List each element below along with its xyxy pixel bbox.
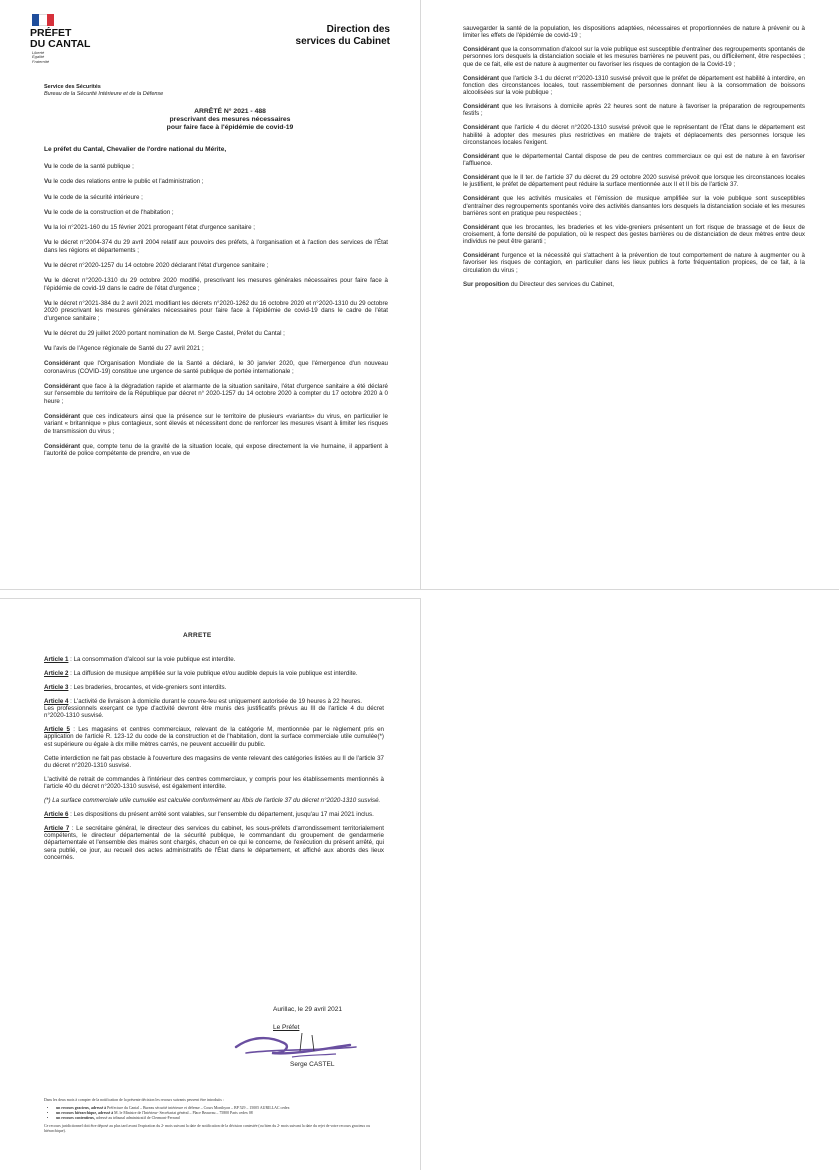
article-text: : L'activité de livraison à domicile durant le couvre-feu est uniquement autorisée de 19 heures à 22 heures. (68, 697, 362, 705)
article-6 (44, 811, 384, 818)
considerant-keyword: Considérant (44, 383, 81, 391)
visa-keyword: Vu (44, 277, 52, 285)
visa-text: le code de la sécurité intérieure ; (51, 193, 143, 201)
appeal-intro: Dans les deux mois à compter de la notification de la présente décision les recours suivants peuvent être introduits : (44, 1098, 224, 1102)
considerant-keyword: Considérant (463, 223, 500, 231)
visa-paragraph (44, 300, 388, 322)
appeal-address: Préfecture du Cantal – Bureau sécurité intérieure et défense – Cours Monthyon – BP 529 – 15005 AURILLAC cedex (106, 1106, 290, 1111)
signatory-name: Serge CASTEL (290, 1061, 335, 1068)
prefect-line: Le préfet du Cantal, Chevalier de l'ordre national du Mérite, (44, 146, 227, 153)
considerant-paragraph (463, 153, 805, 168)
prefecture-line-1: PRÉFET (30, 27, 72, 39)
considerant-keyword: Considérant (463, 252, 500, 260)
considerant-paragraph (463, 252, 805, 274)
considerant-text: que l'article 3-1 du décret n°2020-1310 susvisé prévoit que le préfet de département est habilité à interdire, en fonction des circonstances locales, tout rassemblement de personnes donnant lieu à la consommation de boissons alcoolisées sur la voie publique ; (463, 74, 805, 97)
arrete-subject-line-2: pour faire face à l'épidémie de covid-19 (166, 124, 294, 131)
visa-keyword: Vu (44, 224, 52, 232)
considerant-keyword: Considérant (463, 195, 500, 203)
visa-keyword: Vu (44, 299, 52, 307)
visa-keyword: Vu (44, 178, 52, 186)
considerant-keyword: Considérant (463, 152, 500, 160)
article-text: : Le secrétaire général, le directeur des services du cabinet, les sous-préfets d'arrondissement territorialement compétents, le directeur départemental de la sécurité publique, le commandant du groupement de gendarmerie départementale et l'ensemble des maires sont chargés, chacun en ce qui le concerne, de l'exécution du présent arrêté, qui sera publié, ce jour, au recueil des actes administratifs de l'État dans le département, et affiché aux abords des lieux concernés. (44, 824, 385, 861)
article-text: L'activité de retrait de commandes à l'intérieur des centres commerciaux, y compris pour les établissements mentionnés à l'article 40 du décret n°2020-1310 susvisé, est également interdite. (44, 775, 384, 791)
visa-text: le décret n°2021-384 du 2 avril 2021 modifiant les décrets n°2020-1262 du 16 octobre 2020 et n°2020-1310 du 29 octobre 2020 prescrivant les mesures générales nécessaires pour faire face à l'épidémie de covid-19 dans le cadre de l'état d'urgence sanitaire ; (44, 299, 388, 322)
visa-text: l'avis de l'Agence régionale de Santé du 27 avril 2021 ; (51, 345, 204, 353)
article-1 (44, 656, 384, 663)
article-text: Cette interdiction ne fait pas obstacle à l'ouverture des magasins de vente relevant des catégories listées au II de l'article 37 du décret n°2020-1310 susvisé. (44, 754, 384, 769)
article-label: Article 6 (44, 810, 69, 818)
considerant-keyword: Considérant (463, 103, 500, 111)
article-4 (44, 698, 384, 720)
flag-blue-band (32, 14, 39, 26)
arrete-title: ARRETE (183, 632, 212, 639)
considerant-keyword: Considérant (44, 412, 81, 420)
considerant-text: que la consommation d'alcool sur la voie publique est susceptible d'entraîner des regroupements spontanés de personnes lors desquels la distanciation sociale et les mesures barrières ne peuvent pas, ou difficilement, être respectées ; que de ce fait, elle est de nature à augmenter ou favoriser les risques de contagion de la Covid-19 ; (463, 46, 805, 68)
visa-paragraph (44, 239, 388, 254)
appeal-type: un recours gracieux, adressé à (56, 1106, 107, 1111)
visa-paragraph (44, 194, 388, 201)
considerant-paragraph (463, 75, 805, 97)
considerant-paragraph (44, 413, 388, 435)
considerant-text: que les activités musicales et l'émission de musique amplifiée sur la voie publique sont susceptibles d'entraîner des regroupements spontanés voire des activités dansantes lors desquels la distanciation sociale et les mesures barrières sont en pratique peu respectées ; (463, 195, 805, 217)
appeal-address: adressé au tribunal administratif de Clermont-Ferrand (94, 1116, 180, 1121)
motto-fraternite: Fraternité (32, 58, 50, 64)
visa-paragraph (44, 178, 388, 185)
visa-paragraph (44, 163, 388, 170)
surface-footnote: (*) La surface commerciale utile cumulée est calculée conformément au IIbis de l'article 37 du décret n°2020-1310 susvisé. (44, 797, 381, 805)
visa-paragraph (44, 345, 388, 352)
appeal-type: un recours hiérarchique, adressé à (56, 1111, 114, 1116)
french-flag-logo (32, 14, 54, 26)
article-label: Article 3 (44, 683, 69, 691)
considerant-text: que le départemental Cantal dispose de peu de centres commerciaux ce qui est de nature à en favoriser l'affluence. (463, 152, 805, 168)
article-label: Article 7 (44, 824, 70, 832)
visas-section (44, 163, 388, 465)
visa-paragraph (44, 224, 388, 231)
considerant-paragraph (463, 195, 805, 217)
visa-text: le code de la santé publique ; (51, 163, 134, 170)
visa-text: le code des relations entre le public et l'administration ; (51, 178, 204, 186)
visa-paragraph (44, 277, 388, 292)
document-page-2 (421, 0, 839, 590)
document-page-1 (0, 0, 421, 590)
considerant-paragraph (463, 224, 805, 246)
visa-keyword: Vu (44, 329, 52, 337)
visa-text: le décret du 29 juillet 2020 portant nomination de M. Serge Castel, Préfet du Cantal ; (51, 329, 285, 337)
arrete-heading (100, 108, 360, 132)
direction-line-1: Direction des (326, 24, 390, 35)
considerant-paragraph (44, 443, 388, 458)
considerant-paragraph (44, 360, 388, 375)
signatory-title: Le Préfet (273, 1024, 300, 1031)
proposition-paragraph (463, 281, 805, 288)
flag-red-band (47, 14, 54, 26)
visa-keyword: Vu (44, 193, 52, 201)
appeal-address: M. le Ministre de l'Intérieur- Secrétariat général – Place Beauvau – 75800 Paris cedex 08 (113, 1111, 253, 1116)
considerant-keyword: Considérant (463, 174, 500, 182)
considerant-text: l'urgence et la nécessité qui s'attachent à la prévention de tout comportement de nature à augmenter ou à favoriser les risques de contagion, en particulier dans les lieux publics à forte fréquentation propices, de ce fait, à la circulation du virus ; (463, 252, 805, 274)
considerant-keyword: Considérant (463, 46, 500, 54)
appeal-item (56, 1116, 384, 1121)
prefecture-name (30, 28, 90, 50)
visa-text: le décret n°2020-1310 du 29 octobre 2020 modifié, prescrivant les mesures générales nécessaires pour faire face à l'épidémie de covid-19 dans le cadre de l'état d'urgence ; (44, 277, 388, 292)
visa-keyword: Vu (44, 345, 52, 353)
city-date: Aurillac, le 29 avril 2021 (273, 1006, 343, 1013)
considerant-paragraph (463, 124, 805, 146)
service-name: Service des Sécurités (44, 84, 101, 90)
service-block (44, 84, 163, 97)
considerant-text: que face à la dégradation rapide et alarmante de la situation sanitaire, l'état d'urgence sanitaire a été déclaré sur l'ensemble du territoire de la République par décret n° 2020-1257 du 14 octobre 2020 à compter du 17 octobre 2020 à 0 heure ; (44, 383, 388, 405)
article-3 (44, 684, 384, 691)
article-label: Article 4 (44, 697, 69, 705)
considerant-keyword: Considérant (463, 74, 500, 82)
considerant-text: que les livraisons à domicile après 22 heures sont de nature à favoriser la préparation de regroupements festifs ; (463, 103, 805, 118)
visa-text: le décret n°2020-1257 du 14 octobre 2020 déclarant l'état d'urgence sanitaire ; (51, 262, 269, 270)
appeal-notice (44, 1098, 384, 1138)
considerant-text: que l'article 4 du décret n°2020-1310 susvisé prévoit que le représentant de l'État dans le département est habilité à adopter des mesures plus restrictives en matière de trajets et déplacements des personnes lorsque les circonstances locales l'exigent. (463, 124, 805, 146)
considerant-paragraph (463, 103, 805, 118)
flag-white-band (39, 14, 46, 26)
visa-paragraph (44, 262, 388, 269)
service-bureau: Bureau de la Sécurité Intérieure et de la Défense (44, 90, 164, 97)
visa-text: le code de la construction et de l'habitation ; (51, 208, 174, 216)
visa-keyword: Vu (44, 239, 52, 247)
considerant-paragraph (463, 174, 805, 189)
considerant-text: que, compte tenu de la gravité de la situation locale, qui expose directement la vie humaine, il appartient à l'autorité de police compétente de prendre, en vue de (44, 442, 388, 458)
article-text: : Les braderies, brocantes, et vide-greniers sont interdits. (68, 683, 227, 691)
considerant-keyword: Considérant (463, 124, 500, 132)
visa-keyword: Vu (44, 208, 52, 216)
article-label: Article 1 (44, 656, 69, 663)
considerant-paragraph (463, 46, 805, 68)
article-text: Les professionnels exerçant ce type d'activité devront être munis des justificatifs prévus au III de l'article 4 du décret n°2020-1310 susvisé. (44, 704, 384, 720)
visa-paragraph (44, 209, 388, 216)
proposition-keyword: Sur proposition (463, 280, 510, 288)
considerant-text: que les brocantes, les braderies et les vide-greniers présentent un fort risque de brassage et de lieux de croisement, à forte densité de population, où le respect des gestes barrières ou de distanciation de deux mètres entre deux individus ne peut être garanti ; (463, 223, 805, 246)
considerant-keyword: Considérant (44, 442, 81, 450)
appeal-deadline: Ce recours juridictionnel doit être déposé au plus tard avant l'expiration du 2ᵉ mois suivant la date de notification de la décision contestée (ou bien du 2ᵉ mois suivant la date du rejet de votre recours gracieux ou hiérarchique). (44, 1124, 371, 1134)
article-2 (44, 670, 384, 677)
article-7 (44, 825, 384, 861)
appeal-type: un recours contentieux, (56, 1116, 95, 1121)
direction-header (250, 24, 390, 48)
visa-keyword: Vu (44, 262, 52, 270)
article-text: : Les magasins et centres commerciaux, relevant de la catégorie M, mentionnée par le règlement pris en application de l'article R. 123-12 du code de la construction et de l'habitation, dont la surface commerciale utile cumulée(*) est supérieure ou égale à dix mille mètres carrés, ne peuvent accueillir du public. (44, 726, 384, 748)
considerant-keyword: Considérant (44, 360, 81, 368)
article-5 (44, 726, 384, 790)
arrete-subject-line-1: prescrivant des mesures nécessaires (169, 116, 291, 123)
article-text: : La diffusion de musique amplifiée sur la voie publique et/ou audible depuis la voie publique est interdite. (68, 669, 358, 677)
article-text: : Les dispositions du présent arrêté sont valables, sur l'ensemble du département, jusqu'au 17 mai 2021 inclus. (68, 810, 374, 818)
considerant-text: que le II ter. de l'article 37 du décret du 29 octobre 2020 susvisé prévoit que lorsque les circonstances locales le justifient, le préfet de département peut réduire la surface mentionnée aux II et II bis de l'article 37. (463, 174, 805, 189)
considerant-text: que ces indicateurs ainsi que la présence sur le territoire de plusieurs «variants» du virus, en particulier le variant « britannique » plus contagieux, sont élevés et nécessitent donc de renforcer les mesures visant à limiter les risques de transmission du virus ; (44, 412, 388, 435)
considerant-text: que l'Organisation Mondiale de la Santé a déclaré, le 30 janvier 2020, que l'émergence d'un nouveau coronavirus (COVID-19) constitue une urgence de santé publique de portée internationale ; (44, 360, 388, 375)
visa-paragraph (44, 330, 388, 337)
prefecture-line-2: DU CANTAL (30, 38, 91, 50)
considerants-section (463, 25, 805, 295)
article-label: Article 2 (44, 669, 69, 677)
document-page-3 (0, 598, 421, 1170)
visa-text: la loi n°2021-160 du 15 février 2021 prorogeant l'état d'urgence sanitaire ; (51, 224, 256, 232)
direction-line-2: services du Cabinet (295, 36, 390, 47)
appeal-list (44, 1106, 384, 1121)
continuation-paragraph: sauvegarder la santé de la population, les dispositions adaptées, nécessaires et proportionnées de nature à prévenir ou à limiter les effets de l'épidémie de covid-19 ; (463, 25, 805, 40)
republic-motto (32, 51, 49, 64)
arrete-number: ARRÊTÉ N° 2021 - 488 (194, 108, 266, 115)
visa-keyword: Vu (44, 163, 52, 170)
visa-text: le décret n°2004-374 du 29 avril 2004 relatif aux pouvoirs des préfets, à l'organisation et à l'action des services de l'État dans les régions et départements ; (44, 239, 388, 254)
articles-section (44, 656, 384, 868)
article-label: Article 5 (44, 726, 70, 734)
proposition-text: du Directeur des services du Cabinet, (509, 280, 614, 288)
motto-egalite: Égalité (32, 54, 45, 60)
motto-liberte: Liberté (32, 50, 45, 55)
considerant-paragraph (44, 383, 388, 405)
signature-scribble (232, 1027, 362, 1061)
article-text: : La consommation d'alcool sur la voie publique est interdite. (68, 656, 236, 663)
